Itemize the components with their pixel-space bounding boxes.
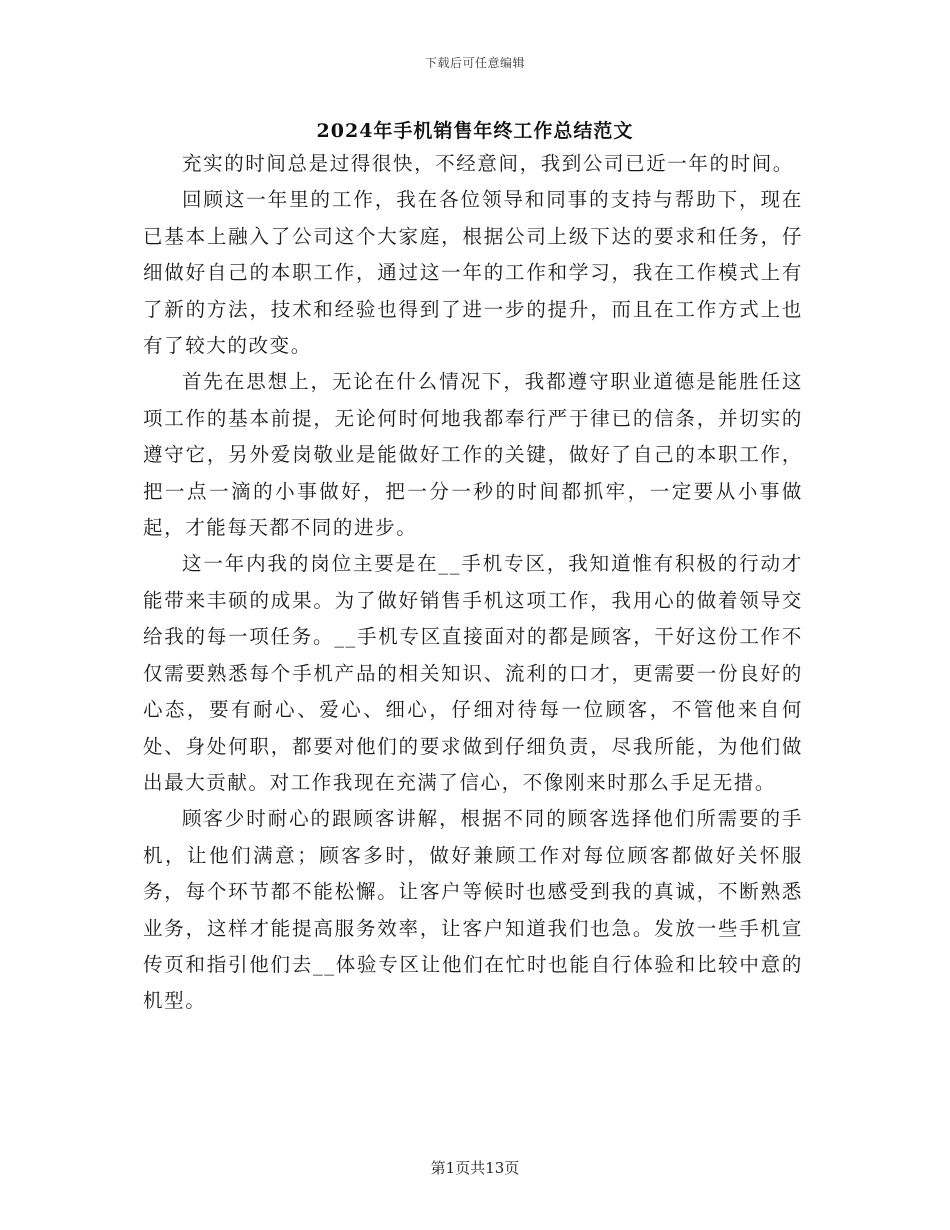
paragraph-position: 这一年内我的岗位主要是在__手机专区，我知道惟有积极的行动才能带来丰硕的成果。为了做好销售手机这项工作，我用心的做着领导交给我的每一项任务。__手机专区直接面对的都是顾客，干好这份工作不仅需要熟悉每个手机产品的相关知识、流利的口才，更需要一份良好的心态，要有耐心、爱心、细心，仔细对待每一位顾客，不管他来自何处、身处何职，都要对他们的要求做到仔细负责，尽我所能，为他们做出最大贡献。对工作我现在充满了信心，不像刚来时那么手足无措。 (143, 552, 803, 794)
paragraph-service: 顾客少时耐心的跟顾客讲解，根据不同的顾客选择他们所需要的手机，让他们满意；顾客多时，做好兼顾工作对每位顾客都做好关怀服务，每个环节都不能松懈。让客户等候时也感受到我的真诚，不断熟悉业务，这样才能提高服务效率，让客户知道我们也急。发放一些手机宣传页和指引他们去__体验专区让他们在忙时也能自行体验和比较中意的机型。 (143, 807, 803, 1013)
document-title: 2024年手机销售年终工作总结范文 (316, 120, 634, 142)
paragraph-review: 回顾这一年里的工作，我在各位领导和同事的支持与帮助下，现在已基本上融入了公司这个大家庭，根据公司上级下达的要求和任务，仔细做好自己的本职工作，通过这一年的工作和学习，我在工作模式上有了新的方法，技术和经验也得到了进一步的提升，而且在工作方式上也有了较大的改变。 (143, 188, 803, 358)
paragraph-intro: 充实的时间总是过得很快，不经意间，我到公司已近一年的时间。 (182, 152, 794, 175)
page-header-note: 下载后可任意编辑 (424, 56, 525, 70)
document-body (143, 146, 803, 1020)
paragraph-ideology: 首先在思想上，无论在什么情况下，我都遵守职业道德是能胜任这项工作的基本前提，无论何时何地我都奉行严于律已的信条，并切实的遵守它，另外爱岗敬业是能做好工作的关键，做好了自己的本职工作，把一点一滴的小事做好，把一分一秒的时间都抓牢，一定要从小事做起，才能每天都不同的进步。 (143, 370, 803, 540)
page-number: 第1页共13页 (430, 1159, 520, 1177)
